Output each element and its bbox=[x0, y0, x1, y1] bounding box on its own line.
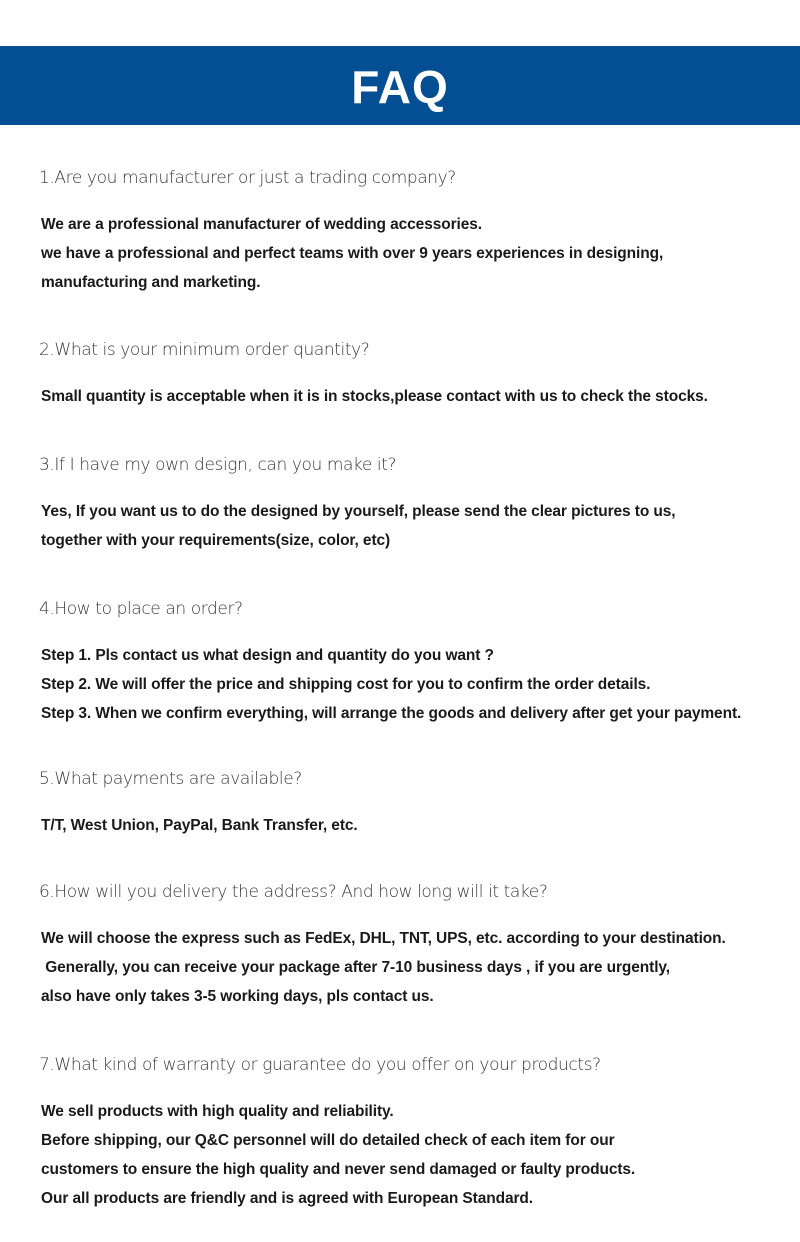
faq-answer-line: Step 3. When we confirm everything, will arrange the goods and delivery after get your payment. bbox=[41, 705, 742, 722]
page-title: FAQ bbox=[351, 60, 449, 113]
faq-answer bbox=[41, 641, 781, 728]
faq-answer-line: Small quantity is acceptable when it is in stocks,please contact with us to check the stocks. bbox=[41, 388, 708, 405]
faq-answer-line: Yes, If you want us to do the designed by yourself, please send the clear pictures to us, bbox=[41, 503, 676, 520]
faq-question: 1.Are you manufacturer or just a trading company? bbox=[39, 168, 456, 188]
faq-answer-line: manufacturing and marketing. bbox=[41, 274, 261, 291]
faq-question: 3.If I have my own design, can you make it? bbox=[39, 455, 397, 475]
faq-answer-line: Step 2. We will offer the price and shipping cost for you to confirm the order details. bbox=[41, 676, 651, 693]
faq-answer-line: We will choose the express such as FedEx, DHL, TNT, UPS, etc. according to your destination. bbox=[41, 930, 726, 947]
faq-question: 5.What payments are available? bbox=[39, 769, 302, 789]
faq-banner bbox=[0, 46, 800, 125]
faq-answer-line: Before shipping, our Q&C personnel will do detailed check of each item for our bbox=[41, 1132, 615, 1149]
faq-answer bbox=[41, 811, 781, 840]
faq-answer-line: We sell products with high quality and reliability. bbox=[41, 1103, 394, 1120]
faq-item-2 bbox=[41, 339, 781, 411]
faq-question: 6.How will you delivery the address? And how long will it take? bbox=[39, 882, 548, 902]
faq-answer-line: Our all products are friendly and is agreed with European Standard. bbox=[41, 1190, 533, 1207]
faq-question: 4.How to place an order? bbox=[39, 599, 243, 619]
faq-answer-line: Step 1. Pls contact us what design and quantity do you want ? bbox=[41, 647, 494, 664]
faq-item-3 bbox=[41, 454, 781, 555]
faq-item-1 bbox=[41, 167, 781, 297]
faq-answer bbox=[41, 497, 781, 555]
faq-item-4 bbox=[41, 598, 781, 728]
faq-answer-line: we have a professional and perfect teams with over 9 years experiences in designing, bbox=[41, 245, 664, 262]
faq-answer-line: Generally, you can receive your package after 7-10 business days , if you are urgently, bbox=[41, 959, 670, 976]
faq-question: 2.What is your minimum order quantity? bbox=[39, 340, 370, 360]
faq-answer-line: also have only takes 3-5 working days, pls contact us. bbox=[41, 988, 434, 1005]
faq-item-6 bbox=[41, 881, 781, 1011]
faq-answer-line: together with your requirements(size, color, etc) bbox=[41, 532, 391, 549]
faq-answer bbox=[41, 1097, 781, 1213]
faq-answer-line: customers to ensure the high quality and never send damaged or faulty products. bbox=[41, 1161, 636, 1178]
faq-item-5 bbox=[41, 768, 781, 840]
faq-question: 7.What kind of warranty or guarantee do you offer on your products? bbox=[39, 1055, 601, 1075]
faq-item-7 bbox=[41, 1054, 781, 1213]
faq-answer-line: We are a professional manufacturer of wedding accessories. bbox=[41, 216, 482, 233]
faq-answer-line: T/T, West Union, PayPal, Bank Transfer, etc. bbox=[41, 817, 358, 834]
faq-answer bbox=[41, 210, 781, 297]
faq-answer bbox=[41, 924, 781, 1011]
faq-answer bbox=[41, 382, 781, 411]
